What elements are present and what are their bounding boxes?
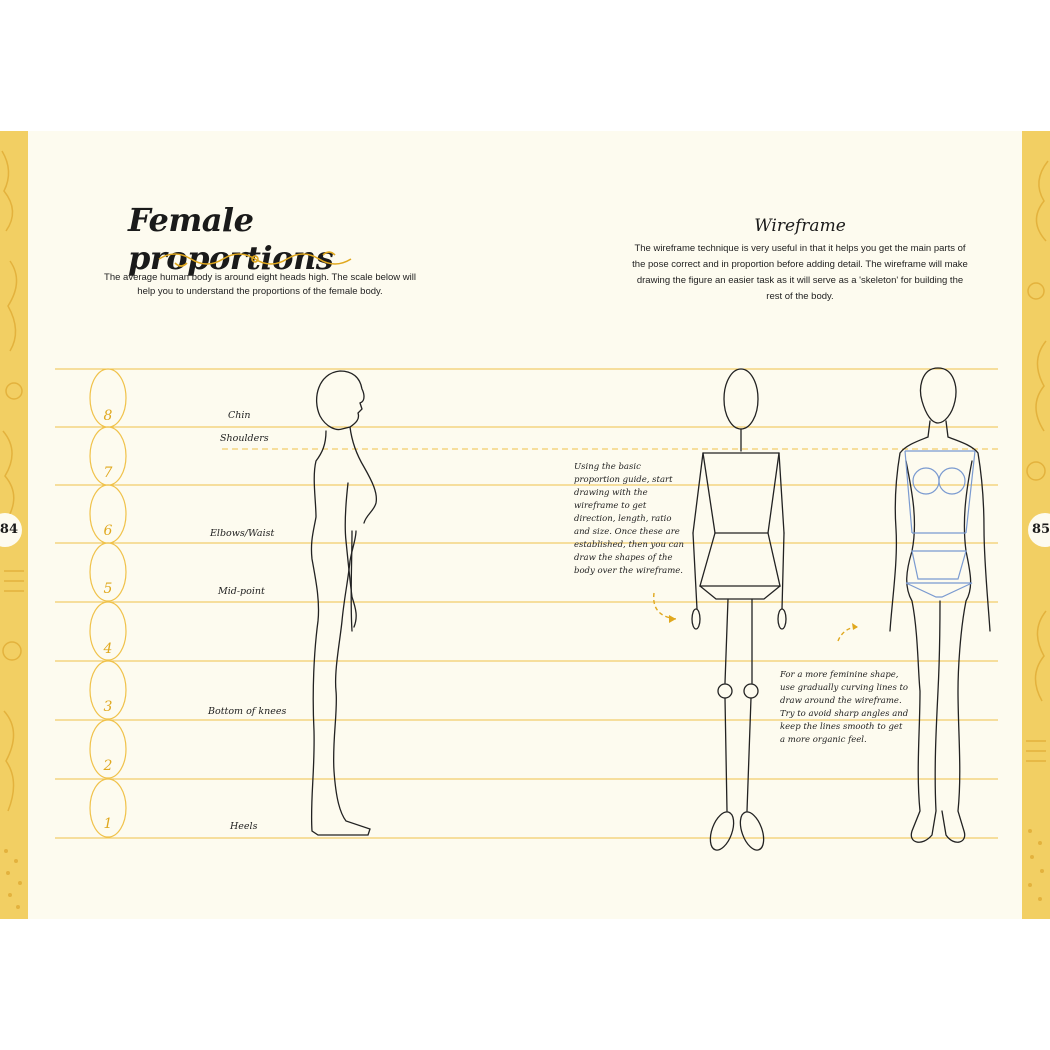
book-spread [0,131,1050,919]
label-heels: Heels [230,821,258,832]
proportion-illustration [0,131,1050,919]
wireframe-heading: Wireframe [754,216,846,236]
label-bottom-of-knees: Bottom of knees [208,706,287,717]
front-figure [890,368,990,842]
page-title: Female proportions [128,201,334,277]
head-number-3: 3 [103,699,113,715]
feminine-shape-note: For a more feminine shape, use gradually curving lines to draw around the wireframe. Try to avoid sharp angles and keep the lines smooth to get a more organic feel. [780,670,909,745]
head-number-2: 2 [103,758,113,774]
head-number-5: 5 [103,581,113,597]
side-figure [311,371,376,835]
left-page-number: 84 [0,513,22,547]
head-number-6: 6 [103,523,113,539]
label-chin: Chin [228,410,251,421]
label-shoulders: Shoulders [220,433,269,444]
right-page-number: 85 [1028,513,1050,547]
head-guidelines [55,369,998,838]
wireframe-figure [692,369,786,853]
arrow-icon [654,593,858,641]
label-mid-point: Mid-point [218,586,265,597]
head-number-4: 4 [103,641,113,657]
head-number-1: 1 [103,816,113,832]
head-number-8: 8 [103,408,113,424]
label-elbows-waist: Elbows/Waist [210,528,275,539]
head-number-7: 7 [103,465,113,481]
intro-paragraph: The average human body is around eight heads high. The scale below will help you to understand the proportions of the female body. [104,272,416,297]
wireframe-note: Using the basic proportion guide, start drawing with the wireframe to get direction, length, ratio and size. Once these are established, then you can draw the shapes of the body over the wireframe. [574,462,684,576]
wireframe-paragraph: The wireframe technique is very useful in that it helps you get the main parts of the pose correct and in proportion before adding detail. The wireframe will make drawing the figure an easier task as it will serve as a 'skeleton' for building the rest of the body. [632,243,968,302]
